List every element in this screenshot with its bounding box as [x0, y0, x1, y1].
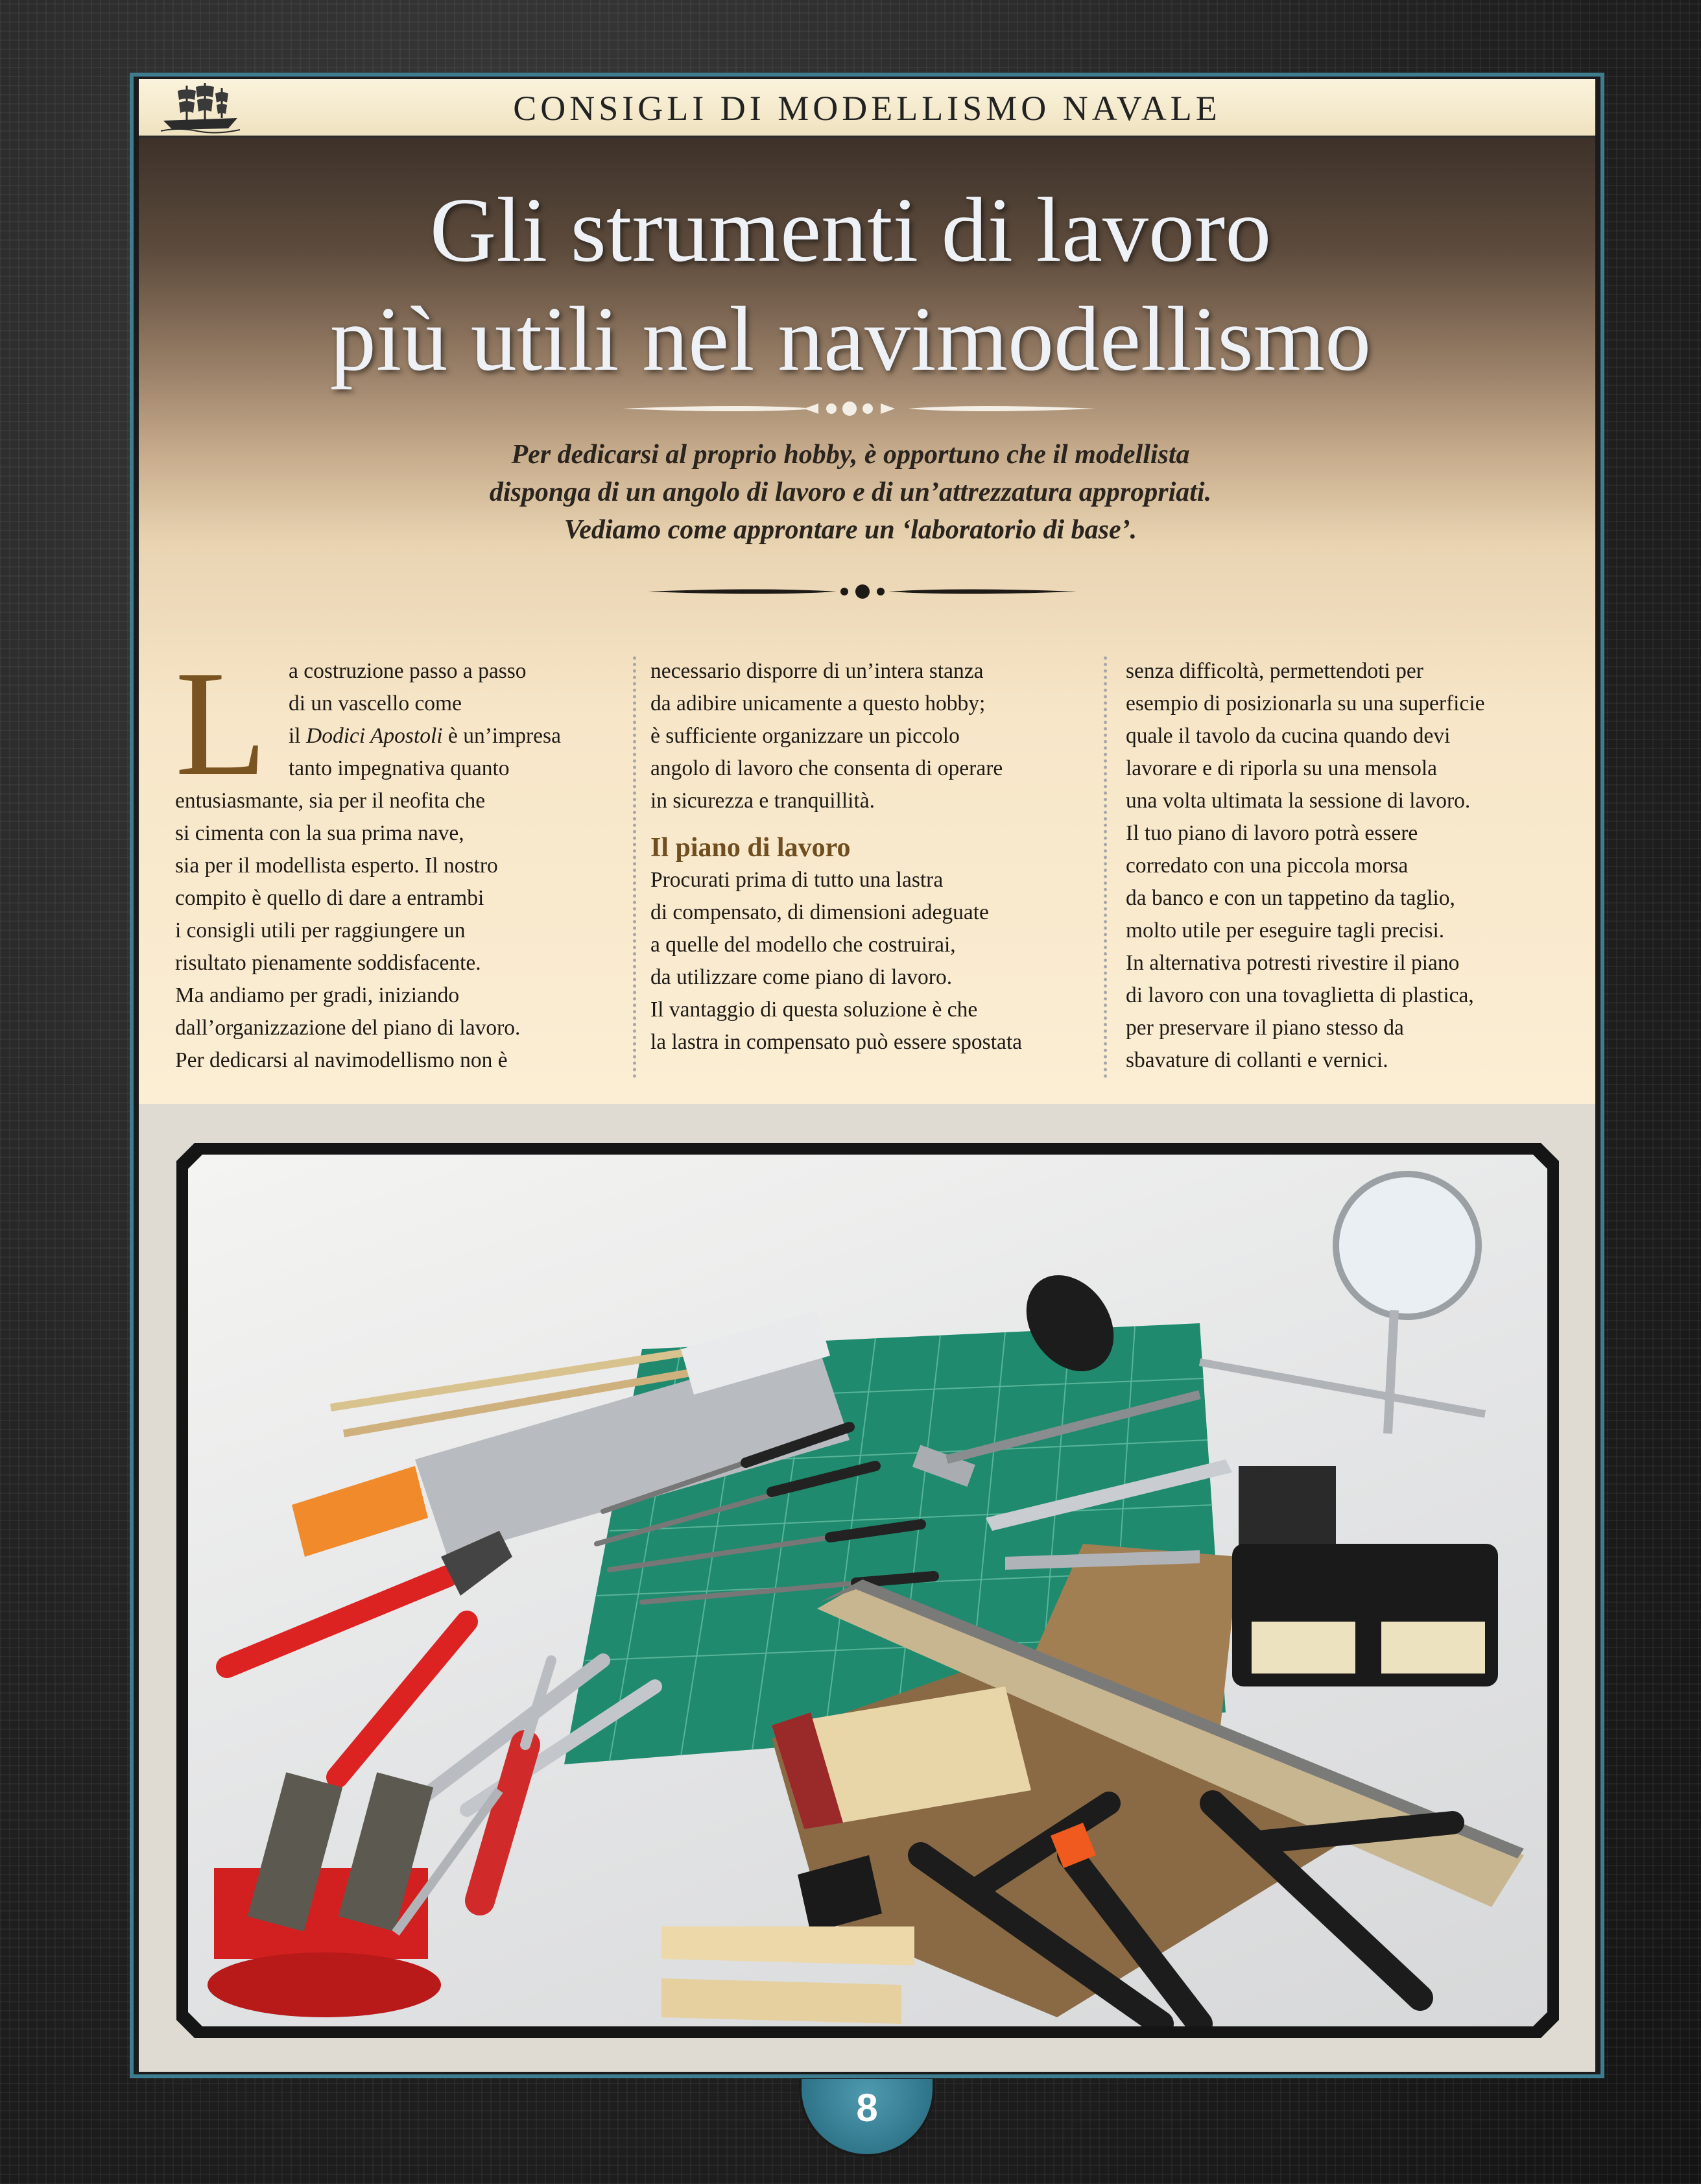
standfirst-line-3: Vediamo come approntare un ‘laboratorio di base’.	[564, 515, 1137, 545]
column-divider	[1104, 656, 1107, 1078]
column-2-line: la lastra in compensato può essere spostata	[650, 1030, 1023, 1054]
column-2-line: di compensato, di dimensioni adeguate	[650, 900, 989, 924]
column-3-line: quale il tavolo da cucina quando devi	[1126, 724, 1451, 748]
article-title-line-2: più utili nel navimodellismo	[329, 287, 1372, 390]
column-2-line: da utilizzare come piano di lavoro.	[650, 965, 953, 989]
column-1-line: Per dedicarsi al navimodellismo non è	[175, 1048, 508, 1072]
column-1-line: Ma andiamo per gradi, iniziando	[175, 983, 460, 1007]
drop-cap: L	[175, 640, 267, 807]
column-3-line: per preservare il piano stesso da	[1126, 1016, 1404, 1040]
column-2-line: Procurati prima di tutto una lastra	[650, 868, 944, 892]
article-column-1	[175, 640, 590, 1077]
column-2-line: a quelle del modello che costruirai,	[650, 933, 956, 957]
column-3-line: esempio di posizionarla su una superficie	[1126, 691, 1485, 715]
column-1-line: di un vascello come	[289, 691, 462, 715]
article-title-line-1: Gli strumenti di lavoro	[429, 178, 1272, 281]
column-2-line: angolo di lavoro che consenta di operare	[650, 756, 1003, 780]
column-2-line: in sicurezza e tranquillità.	[650, 789, 875, 813]
section-header	[139, 79, 1595, 138]
article-column-3	[1126, 655, 1580, 1077]
section-header-title: CONSIGLI DI MODELLISMO NAVALE	[513, 89, 1221, 128]
column-2-line: da adibire unicamente a questo hobby;	[650, 691, 986, 715]
article-column-2	[650, 655, 1098, 1059]
bench-vise	[208, 1772, 499, 2017]
column-3-line: Il tuo piano di lavoro potrà essere	[1126, 821, 1418, 845]
ship-name: Dodici Apostoli	[306, 724, 443, 748]
column-3-line: lavorare e di riporla su una mensola	[1126, 756, 1437, 780]
ornament-divider-top	[0, 397, 1701, 420]
column-2-line: Il vantaggio di questa soluzione è che	[650, 998, 978, 1022]
clothespins	[661, 1926, 914, 2024]
column-1-line: sia per il modellista esperto. Il nostro	[175, 854, 498, 878]
pliers	[227, 1531, 512, 1777]
column-1-line: risultato pienamente soddisfacente.	[175, 951, 481, 975]
column-3-line: sbavature di collanti e vernici.	[1126, 1048, 1388, 1072]
standfirst-line-2: disponga di un angolo di lavoro e di un’attrezzatura appropriati.	[489, 477, 1212, 507]
column-3-line: una volta ultimata la sessione di lavoro.	[1126, 789, 1471, 813]
column-3-line: molto utile per eseguire tagli precisi.	[1126, 918, 1445, 942]
column-1-line: si cimenta con la sua prima nave,	[175, 821, 464, 845]
ornament-divider-bottom	[0, 580, 1701, 603]
column-3-line: da banco e con un tappetino da taglio,	[1126, 886, 1455, 910]
column-3-line: senza difficoltà, permettendoti per	[1126, 659, 1423, 683]
page-number-tab	[799, 2079, 935, 2157]
column-1-line: il Dodici Apostoli è un’impresa	[289, 724, 561, 748]
column-1-line: tanto impegnativa quanto	[289, 756, 510, 780]
column-1-line: a costruzione passo a passo	[289, 659, 527, 683]
standfirst	[0, 436, 1701, 549]
section-subheading: Il piano di lavoro	[650, 833, 851, 863]
column-3-line: corredato con una piccola morsa	[1126, 854, 1409, 878]
column-divider	[633, 656, 636, 1078]
column-1-line: i consigli utili per raggiungere un	[175, 918, 466, 942]
column-1-line: entusiasmante, sia per il neofita che	[175, 789, 486, 813]
standfirst-line-1: Per dedicarsi al proprio hobby, è opportuno che il modellista	[511, 440, 1190, 470]
column-3-line: di lavoro con una tovaglietta di plastica,	[1126, 983, 1474, 1007]
tools-photo	[188, 1155, 1547, 2026]
column-1-line: dall’organizzazione del piano di lavoro.	[175, 1016, 521, 1040]
column-2-line: è sufficiente organizzare un piccolo	[650, 724, 960, 748]
column-2-line: necessario disporre di un’intera stanza	[650, 659, 984, 683]
article-title	[0, 175, 1701, 393]
drill-bit-box	[1232, 1544, 1498, 1686]
magnifier-stand	[1200, 1174, 1485, 1563]
column-3-line: In alternativa potresti rivestire il piano	[1126, 951, 1460, 975]
page-number: 8	[856, 2086, 878, 2130]
column-1-line: compito è quello di dare a entrambi	[175, 886, 484, 910]
